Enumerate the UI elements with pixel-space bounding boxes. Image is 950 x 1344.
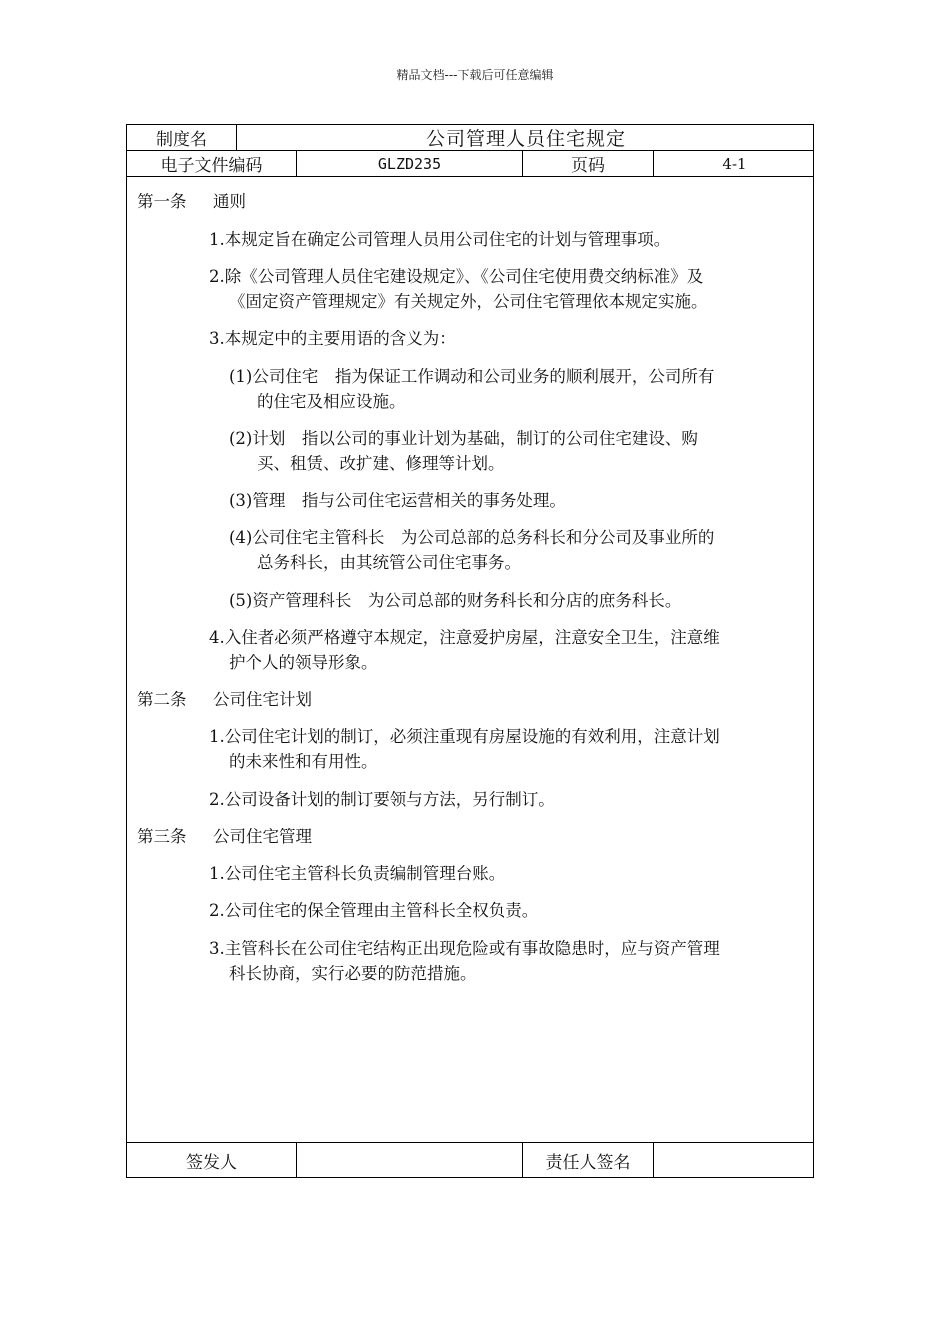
article-title: 公司住宅管理 bbox=[213, 827, 312, 846]
responsible-field[interactable] bbox=[654, 1143, 815, 1177]
article-heading bbox=[137, 689, 312, 711]
subclause-line: (2)计划 指以公司的事业计划为基础，制订的公司住宅建设、购 bbox=[229, 429, 698, 448]
clause-line: 1.公司住宅主管科长负责编制管理台账。 bbox=[209, 864, 506, 883]
responsible-label: 责任人签名 bbox=[523, 1143, 654, 1177]
page-value: 4-1 bbox=[722, 154, 747, 173]
clause-line: 2.公司住宅的保全管理由主管科长全权负责。 bbox=[209, 901, 539, 920]
clause-line: 2.公司设备计划的制订要领与方法，另行制订。 bbox=[209, 790, 555, 809]
clause-line: 1.本规定旨在确定公司管理人员用公司住宅的计划与管理事项。 bbox=[209, 230, 671, 249]
subclause-line: (4)公司住宅主管科长 为公司总部的总务科长和分公司及事业所的 bbox=[229, 528, 715, 547]
subclause-line: (3)管理 指与公司住宅运营相关的事务处理。 bbox=[229, 491, 566, 510]
code-row bbox=[127, 151, 813, 177]
issuer-field[interactable] bbox=[297, 1143, 523, 1177]
article-heading bbox=[137, 826, 312, 848]
clause-line: 1.公司住宅计划的制订，必须注重现有房屋设施的有效利用，注意计划 bbox=[209, 727, 720, 746]
page-watermark: 精品文档---下载后可任意编辑 bbox=[396, 68, 554, 82]
subclause-line: 的住宅及相应设施。 bbox=[257, 392, 406, 411]
clause-line: 3.本规定中的主要用语的含义为： bbox=[209, 329, 456, 348]
code-label: 电子文件编码 bbox=[127, 151, 297, 176]
subclause-line: (5)资产管理科长 为公司总部的财务科长和分店的庶务科长。 bbox=[229, 591, 682, 610]
title-row bbox=[127, 125, 813, 151]
clause-line: 护个人的领导形象。 bbox=[229, 653, 378, 672]
issuer-label: 签发人 bbox=[127, 1143, 297, 1177]
clause-line: 4.入住者必须严格遵守本规定，注意爱护房屋，注意安全卫生，注意维 bbox=[209, 628, 720, 647]
name-label: 制度名 bbox=[127, 125, 237, 150]
clause-line: 的未来性和有用性。 bbox=[229, 752, 378, 771]
signature-row bbox=[127, 1142, 813, 1177]
regulation-form bbox=[126, 124, 814, 1178]
subclause-line: 买、租赁、改扩建、修理等计划。 bbox=[257, 454, 505, 473]
regulation-title: 公司管理人员住宅规定 bbox=[425, 128, 626, 150]
page-label: 页码 bbox=[523, 151, 654, 176]
clause-line: 《固定资产管理规定》有关规定外，公司住宅管理依本规定实施。 bbox=[229, 292, 708, 311]
code-value: GLZD235 bbox=[297, 151, 523, 176]
article-heading bbox=[137, 191, 246, 213]
article-title: 公司住宅计划 bbox=[213, 690, 312, 709]
clause-line: 2.除《公司管理人员住宅建设规定》、《公司住宅使用费交纳标准》及 bbox=[209, 267, 704, 286]
article-number: 第一条 bbox=[137, 192, 187, 211]
regulation-body bbox=[127, 177, 813, 1142]
article-number: 第三条 bbox=[137, 827, 187, 846]
article-number: 第二条 bbox=[137, 690, 187, 709]
clause-line: 3.主管科长在公司住宅结构正出现危险或有事故隐患时，应与资产管理 bbox=[209, 939, 720, 958]
subclause-line: 总务科长，由其统管公司住宅事务。 bbox=[257, 553, 521, 572]
clause-line: 科长协商，实行必要的防范措施。 bbox=[229, 964, 477, 983]
subclause-line: (1)公司住宅 指为保证工作调动和公司业务的顺利展开，公司所有 bbox=[229, 367, 715, 386]
article-title: 通则 bbox=[213, 192, 246, 211]
